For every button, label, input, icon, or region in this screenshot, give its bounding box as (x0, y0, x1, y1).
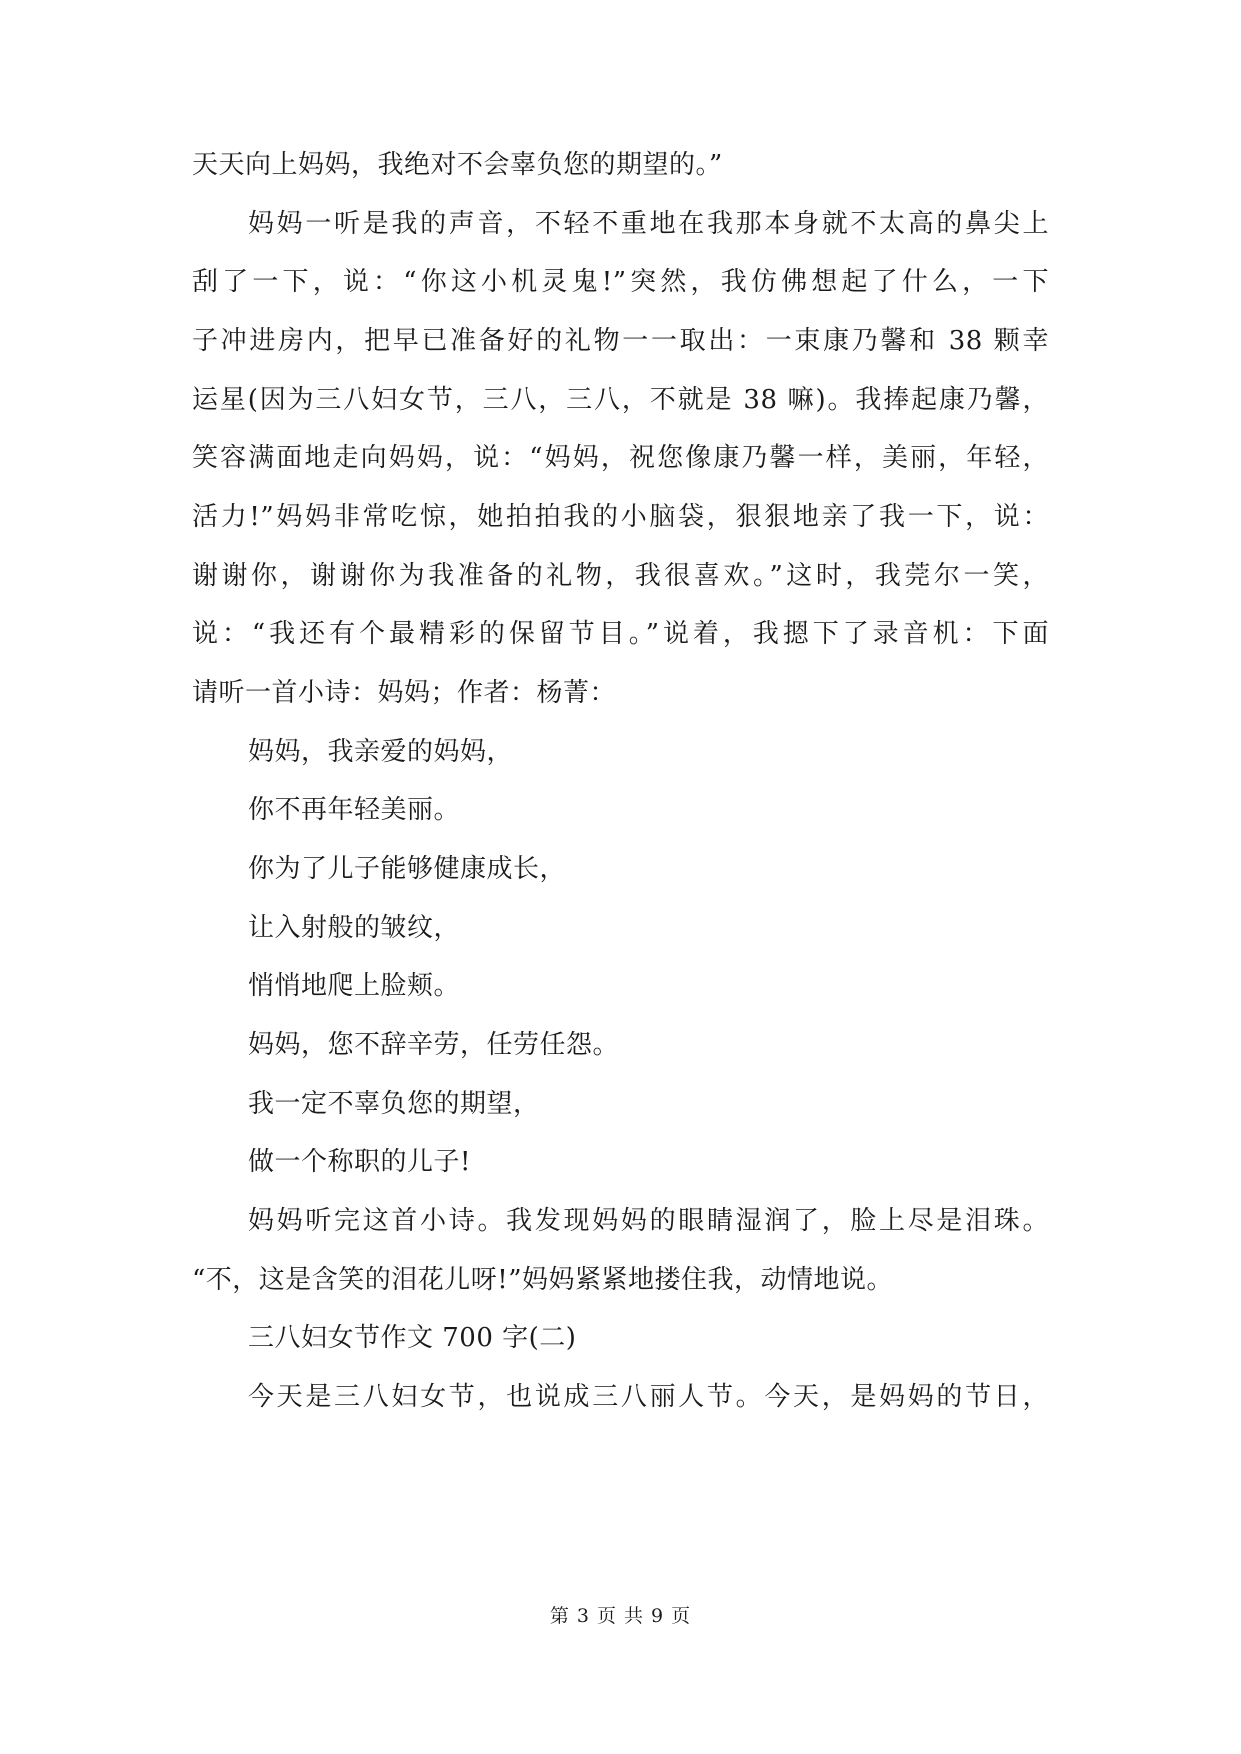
text-line-9: 说：“我还有个最精彩的保留节目。”说着，我摁下了录音机：下面 (192, 619, 1049, 649)
text-line-6: 笑容满面地走向妈妈，说：“妈妈，祝您像康乃馨一样，美丽，年轻， (192, 443, 1049, 473)
poem-line-5: 悄悄地爬上脸颊。 (248, 971, 461, 1001)
text-line-5: 运星(因为三八妇女节，三八，三八，不就是 38 嘛)。我捧起康乃馨， (192, 385, 1049, 415)
text-line-2: 妈妈一听是我的声音，不轻不重地在我那本身就不太高的鼻尖上 (248, 209, 1049, 239)
page-footer: 第 3 页 共 9 页 (549, 1605, 692, 1627)
text-line-7: 活力!”妈妈非常吃惊，她拍拍我的小脑袋，狠狠地亲了我一下，说： (192, 502, 1049, 532)
poem-line-6: 妈妈，您不辞辛劳，任劳任怨。 (248, 1030, 620, 1060)
poem-line-1: 妈妈，我亲爱的妈妈， (248, 737, 514, 767)
poem-line-3: 你为了儿子能够健康成长， (248, 854, 567, 884)
text-line-20: “不，这是含笑的泪花儿呀!”妈妈紧紧地搂住我，动情地说。 (192, 1265, 894, 1295)
text-line-3: 刮了一下，说：“你这小机灵鬼!”突然，我仿佛想起了什么，一下 (192, 267, 1049, 297)
poem-line-8: 做一个称职的儿子! (248, 1147, 471, 1177)
poem-line-7: 我一定不辜负您的期望， (248, 1089, 540, 1119)
text-line-8: 谢谢你，谢谢你为我准备的礼物，我很喜欢。”这时，我莞尔一笑， (192, 561, 1049, 591)
text-line-4: 子冲进房内，把早已准备好的礼物一一取出：一束康乃馨和 38 颗幸 (192, 326, 1049, 356)
poem-line-4: 让入射般的皱纹， (248, 913, 461, 943)
poem-line-2: 你不再年轻美丽。 (248, 795, 461, 825)
section-heading: 三八妇女节作文 700 字(二) (248, 1323, 577, 1353)
text-line-10: 请听一首小诗：妈妈；作者：杨菁： (192, 678, 617, 708)
text-line-1: 天天向上妈妈，我绝对不会辜负您的期望的。” (192, 150, 723, 180)
text-line-19: 妈妈听完这首小诗。我发现妈妈的眼睛湿润了，脸上尽是泪珠。 (248, 1206, 1049, 1236)
text-line-22: 今天是三八妇女节，也说成三八丽人节。今天，是妈妈的节日， (248, 1382, 1049, 1412)
